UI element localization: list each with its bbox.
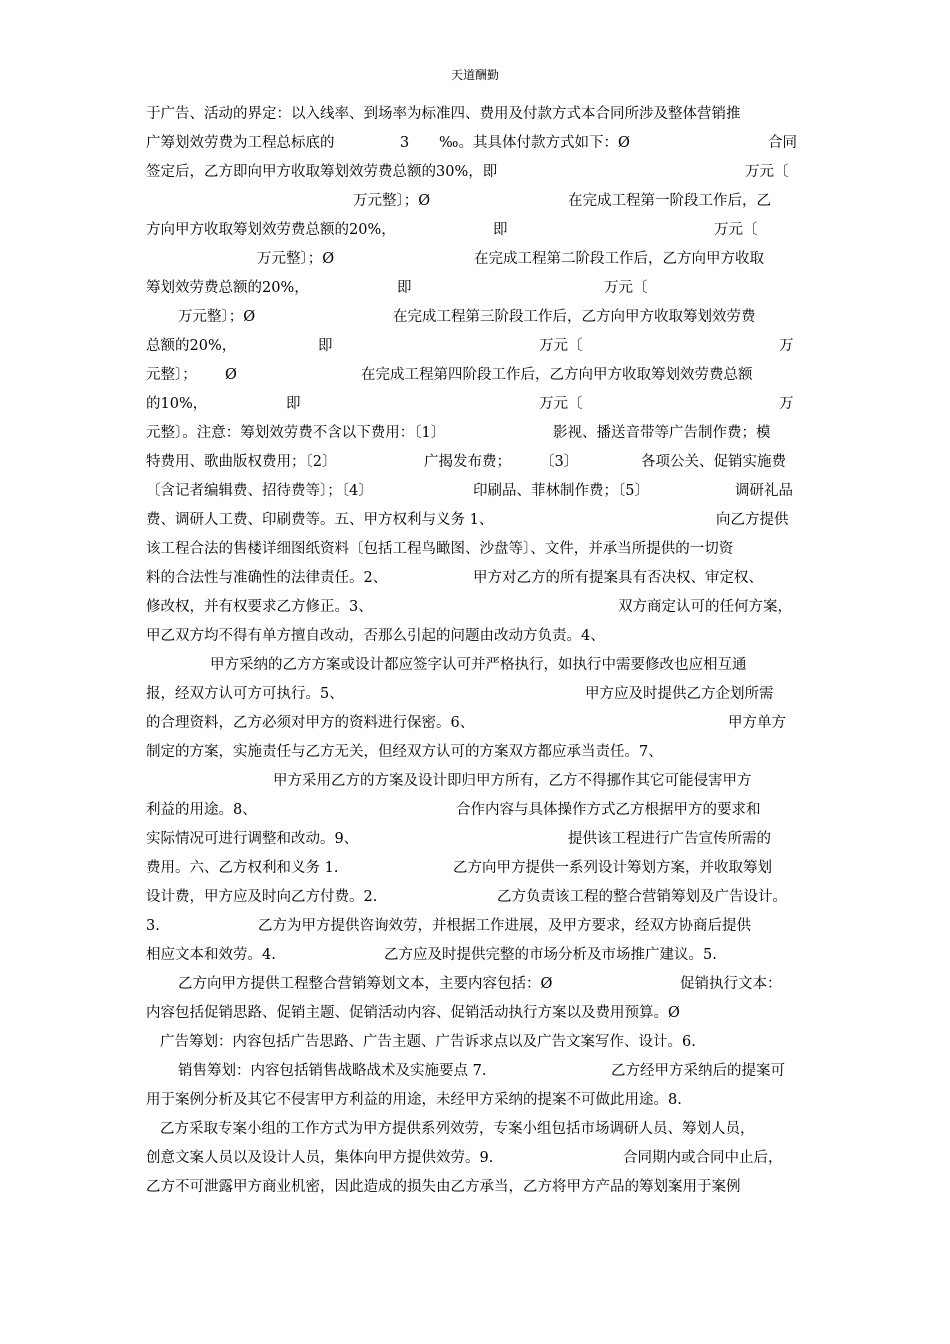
- text-segment: 费用。六、乙方权利和义务 1.: [146, 860, 339, 876]
- text-segment: 影视、播送音带等广告制作费；模: [553, 425, 771, 441]
- text-segment: 广揭发布费；: [424, 454, 511, 470]
- text-line: [0, 566, 950, 590]
- text-segment: 实际情况可进行调整和改动。9、: [146, 831, 359, 847]
- text-segment: 的10%，: [146, 396, 208, 412]
- text-line: [0, 160, 950, 184]
- text-line: [0, 653, 950, 677]
- text-segment: 促销执行文本：: [680, 976, 782, 992]
- text-segment: 提供该工程进行广告宣传所需的: [568, 831, 771, 847]
- text-line: [0, 1030, 950, 1054]
- text-segment: 乙方负责该工程的整合营销筹划及广告设计。: [497, 889, 787, 905]
- text-segment: 甲方采用乙方的方案及设计即归甲方所有，乙方不得挪作其它可能侵害甲方: [273, 773, 752, 789]
- text-segment: 制定的方案，实施责任与乙方无关，但经双方认可的方案双方都应承当责任。7、: [146, 744, 663, 760]
- text-segment: 乙方向甲方提供一系列设计筹划方案，并收取筹划: [453, 860, 772, 876]
- text-line: [0, 334, 950, 358]
- text-segment: 乙方为甲方提供咨询效劳，并根据工作进展，及甲方要求，经双方协商后提供: [258, 918, 751, 934]
- text-segment: 万元〔: [745, 164, 789, 180]
- text-line: [0, 711, 950, 735]
- text-line: [0, 218, 950, 242]
- text-segment: 于广告、活动的界定：以入线率、到场率为标准四、费用及付款方式本合同所涉及整体营销推: [146, 106, 741, 122]
- text-segment: 元整〕；: [146, 367, 197, 383]
- text-line: [0, 189, 950, 213]
- text-segment: 元整〕。注意：筹划效劳费不含以下费用：〔1〕: [146, 425, 446, 441]
- text-line: [0, 247, 950, 271]
- text-line: [0, 769, 950, 793]
- text-line: [0, 798, 950, 822]
- text-segment: 3.: [146, 918, 160, 934]
- text-segment: Ø: [225, 367, 237, 383]
- text-segment: 广筹划效劳费为工程总标底的: [146, 135, 335, 151]
- text-line: [0, 1175, 950, 1199]
- text-line: [0, 1059, 950, 1083]
- text-segment: 即: [397, 280, 412, 296]
- text-line: [0, 421, 950, 445]
- text-segment: 印刷品、菲林制作费；〔5〕: [473, 483, 649, 499]
- text-line: [0, 740, 950, 764]
- text-segment: 在完成工程第三阶段工作后，乙方向甲方收取筹划效劳费: [393, 309, 756, 325]
- text-segment: 利益的用途。8、: [146, 802, 257, 818]
- text-line: [0, 305, 950, 329]
- text-segment: 万: [779, 338, 794, 354]
- text-segment: 的合理资料，乙方必须对甲方的资料进行保密。6、: [146, 715, 475, 731]
- text-segment: 即: [286, 396, 301, 412]
- text-segment: 甲方单方: [728, 715, 786, 731]
- text-line: [0, 537, 950, 561]
- text-segment: 万元〔: [714, 222, 758, 238]
- text-line: [0, 363, 950, 387]
- text-segment: 甲方应及时提供乙方企划所需: [585, 686, 774, 702]
- text-line: [0, 131, 950, 155]
- text-line: [0, 885, 950, 909]
- text-segment: 费、调研人工费、印刷费等。五、甲方权利与义务 1、: [146, 512, 494, 528]
- text-segment: 特费用、歌曲版权费用；〔2〕: [146, 454, 337, 470]
- text-line: [0, 827, 950, 851]
- text-segment: 筹划效劳费总额的20%，: [146, 280, 309, 296]
- text-segment: 各项公关、促销实施费: [641, 454, 786, 470]
- text-line: [0, 914, 950, 938]
- text-line: [0, 450, 950, 474]
- text-segment: 合同期内或合同中止后，: [623, 1150, 783, 1166]
- text-segment: 设计费，甲方应及时向乙方付费。2.: [146, 889, 378, 905]
- text-segment: 即: [493, 222, 508, 238]
- text-segment: 签定后，乙方即向甲方收取筹划效劳费总额的30%，即: [146, 164, 498, 180]
- text-segment: 合作内容与具体操作方式乙方根据甲方的要求和: [456, 802, 761, 818]
- text-segment: 即: [318, 338, 333, 354]
- text-line: [0, 624, 950, 648]
- text-segment: 万元〔: [604, 280, 648, 296]
- text-line: [0, 1146, 950, 1170]
- text-line: [0, 102, 950, 126]
- text-segment: 乙方不可泄露甲方商业机密，因此造成的损失由乙方承当，乙方将甲方产品的筹划案用于案例: [146, 1179, 741, 1195]
- text-segment: 甲乙双方均不得有单方擅自改动，否那么引起的问题由改动方负责。4、: [146, 628, 605, 644]
- text-line: [0, 1001, 950, 1025]
- text-segment: 3: [400, 135, 410, 151]
- text-segment: 广告筹划：内容包括广告思路、广告主题、广告诉求点以及广告文案写作、设计。6.: [160, 1034, 696, 1050]
- text-segment: 万元整〕；Ø: [178, 309, 256, 325]
- text-segment: 甲方对乙方的所有提案具有否决权、审定权、: [473, 570, 763, 586]
- text-line: [0, 392, 950, 416]
- text-segment: ‰。其具体付款方式如下：Ø: [439, 135, 630, 151]
- text-segment: 乙方向甲方提供工程整合营销筹划文本，主要内容包括：Ø: [178, 976, 553, 992]
- text-segment: 该工程合法的售楼详细图纸资料〔包括工程鸟瞰图、沙盘等〕、文件，并承当所提供的一切资: [146, 541, 734, 557]
- text-line: [0, 856, 950, 880]
- text-line: [0, 595, 950, 619]
- text-line: [0, 972, 950, 996]
- text-segment: 合同: [768, 135, 797, 151]
- text-segment: 料的合法性与准确性的法律责任。2、: [146, 570, 388, 586]
- text-segment: 修改权，并有权要求乙方修正。3、: [146, 599, 373, 615]
- text-segment: 相应文本和效劳。4.: [146, 947, 276, 963]
- text-line: [0, 1088, 950, 1112]
- text-segment: 万元整〕；Ø: [257, 251, 335, 267]
- text-segment: 在完成工程第二阶段工作后，乙方向甲方收取: [474, 251, 764, 267]
- text-segment: 总额的20%，: [146, 338, 237, 354]
- text-segment: 方向甲方收取筹划效劳费总额的20%，: [146, 222, 396, 238]
- text-segment: 〔3〕: [540, 454, 579, 470]
- text-segment: 内容包括促销思路、促销主题、促销活动内容、促销活动执行方案以及费用预算。Ø: [146, 1005, 680, 1021]
- text-segment: 报，经双方认可方可执行。5、: [146, 686, 344, 702]
- text-segment: 乙方经甲方采纳后的提案可: [611, 1063, 785, 1079]
- text-segment: 双方商定认可的任何方案，: [618, 599, 792, 615]
- text-segment: 万元〔: [539, 396, 583, 412]
- text-segment: 创意文案人员以及设计人员，集体向甲方提供效劳。9.: [146, 1150, 494, 1166]
- text-segment: 甲方采纳的乙方方案或设计都应签字认可并严格执行，如执行中需要修改也应相互通: [210, 657, 747, 673]
- page-header: 天道酬勤: [450, 68, 499, 82]
- text-line: [0, 276, 950, 300]
- text-segment: 在完成工程第一阶段工作后，乙: [568, 193, 771, 209]
- text-segment: 调研礼品: [735, 483, 793, 499]
- text-segment: 向乙方提供: [716, 512, 789, 528]
- text-segment: 在完成工程第四阶段工作后，乙方向甲方收取筹划效劳费总额: [361, 367, 753, 383]
- text-segment: 万元〔: [539, 338, 583, 354]
- text-segment: 乙方应及时提供完整的市场分析及市场推广建议。5.: [384, 947, 717, 963]
- text-line: [0, 1117, 950, 1141]
- text-segment: 乙方采取专案小组的工作方式为甲方提供系列效劳，专案小组包括市场调研人员、筹划人员，: [160, 1121, 755, 1137]
- text-line: [0, 682, 950, 706]
- text-segment: 销售筹划：内容包括销售战略战术及实施要点 7.: [178, 1063, 487, 1079]
- text-segment: 〔含记者编辑费、招待费等〕；〔4〕: [146, 483, 373, 499]
- text-line: [0, 508, 950, 532]
- text-line: [0, 943, 950, 967]
- text-segment: 万: [779, 396, 794, 412]
- text-segment: 万元整〕；Ø: [353, 193, 431, 209]
- text-line: [0, 479, 950, 503]
- text-segment: 用于案例分析及其它不侵害甲方利益的用途，未经甲方采纳的提案不可做此用途。8.: [146, 1092, 682, 1108]
